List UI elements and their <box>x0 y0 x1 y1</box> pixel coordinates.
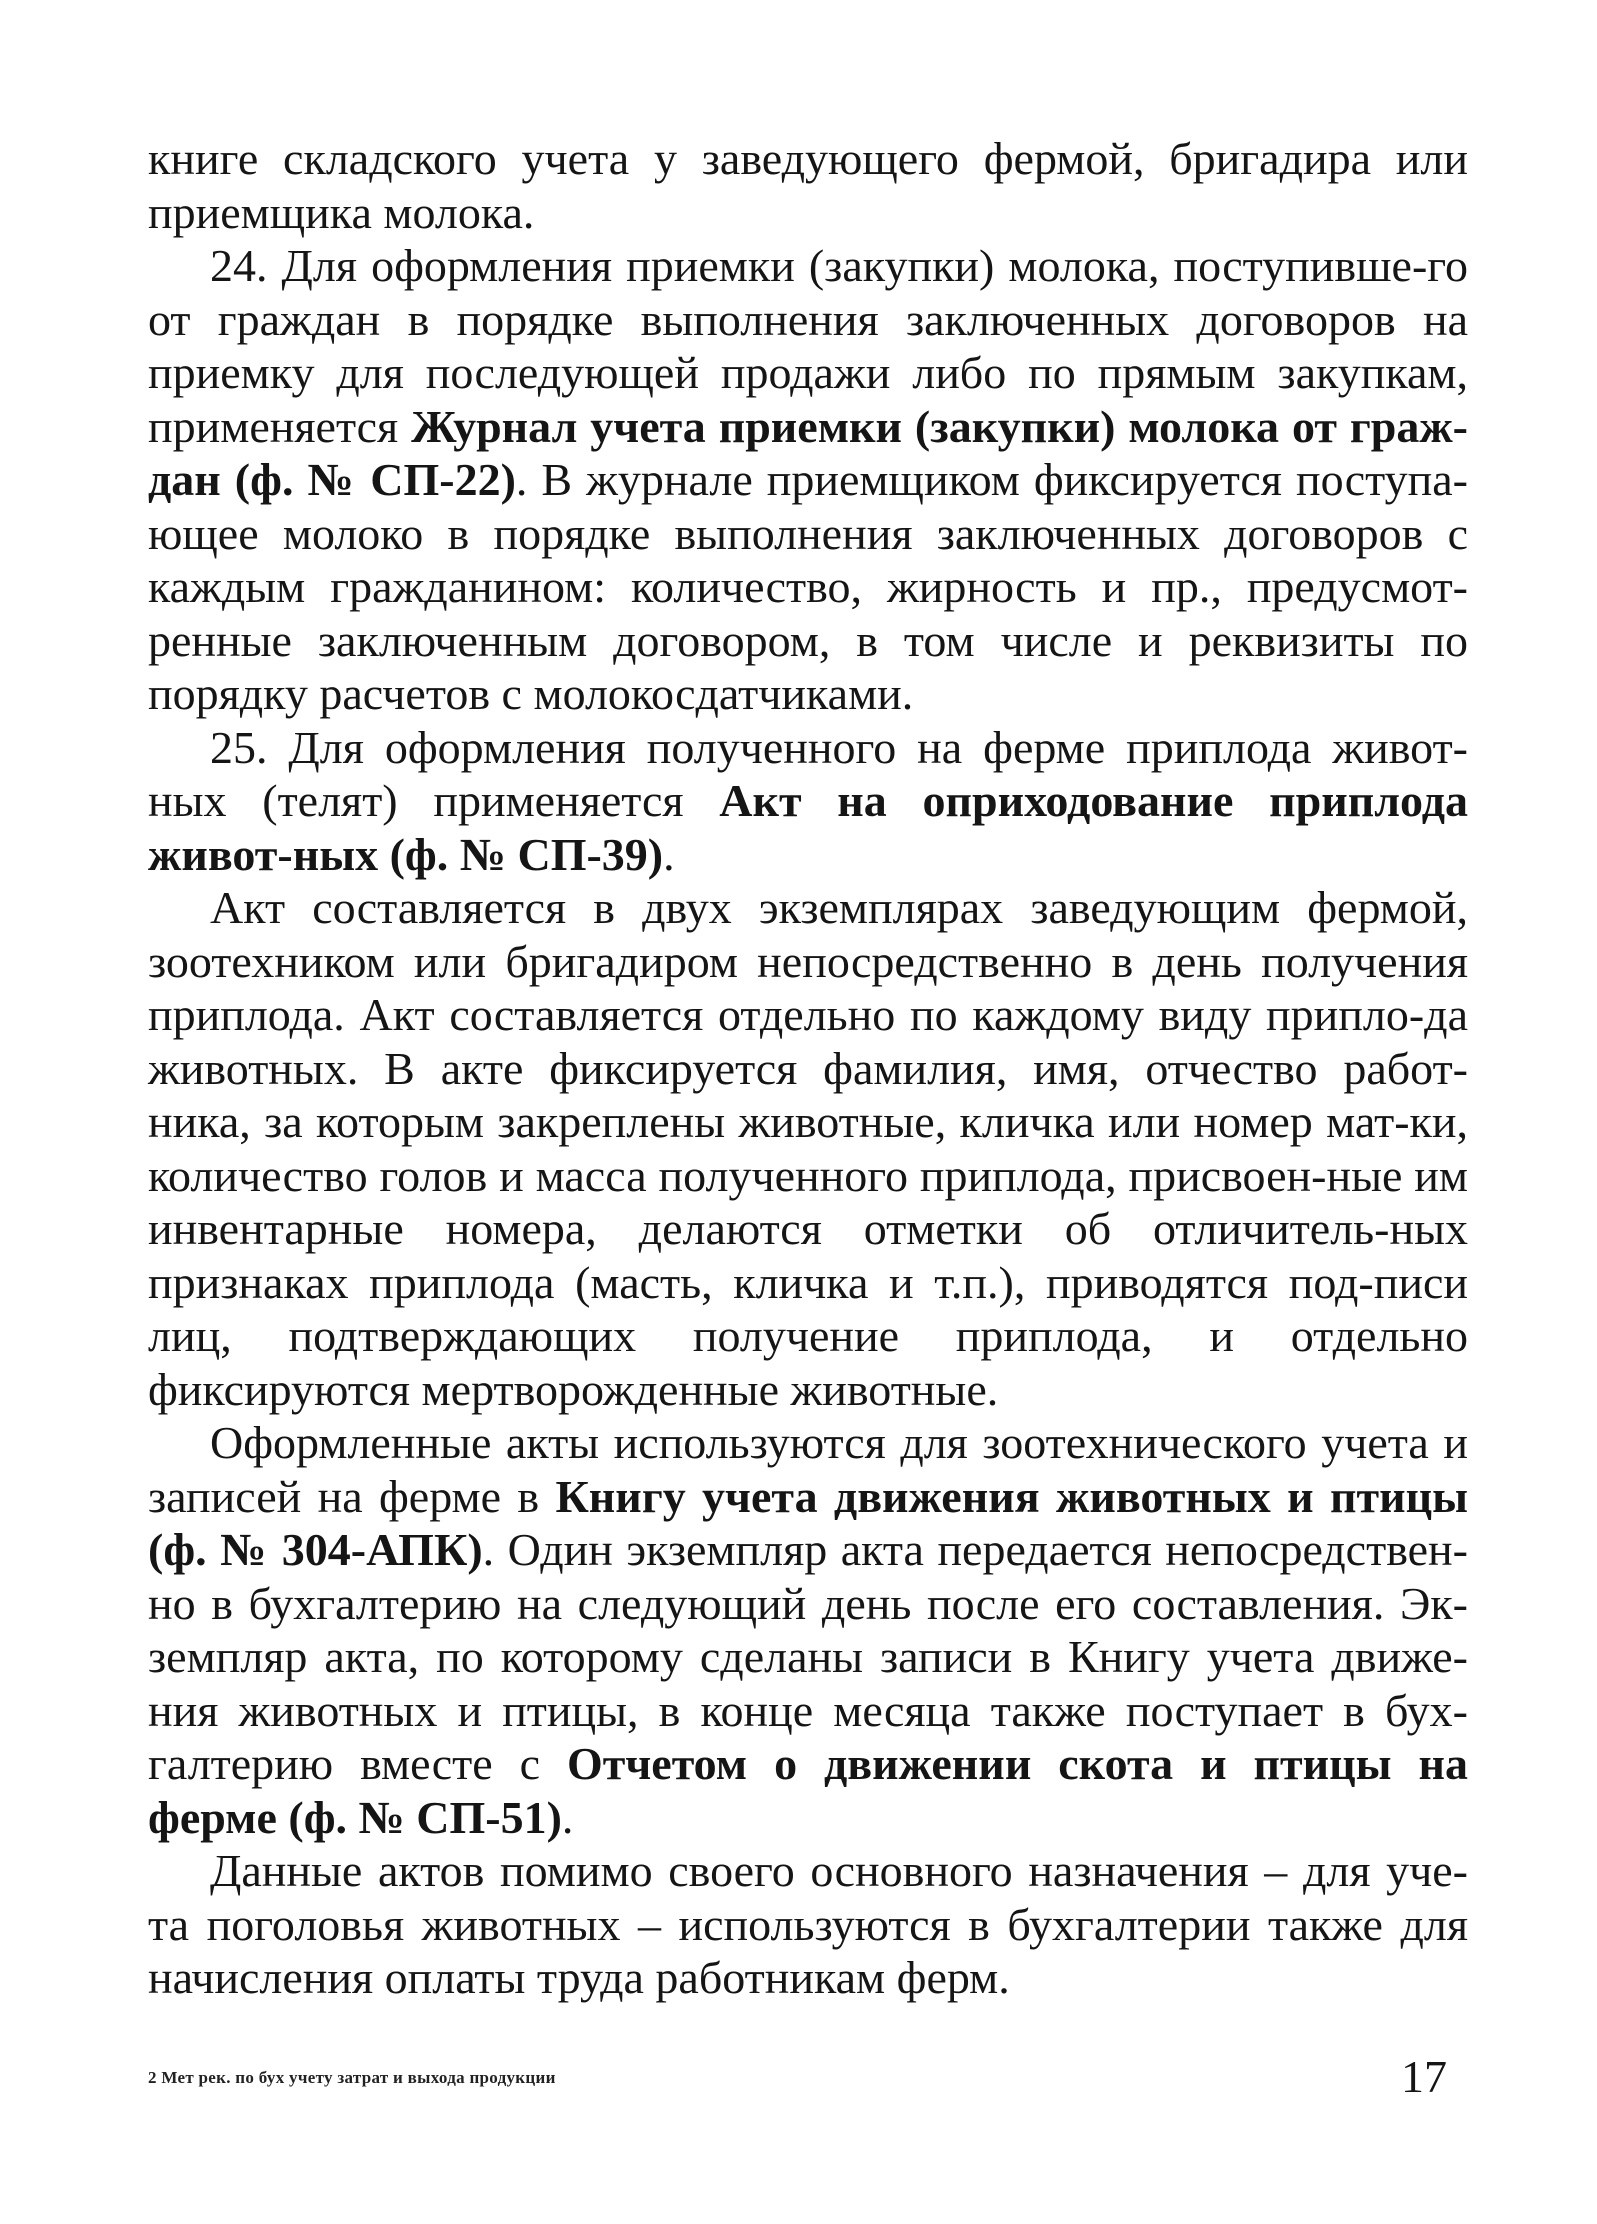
paragraph-text: . Один экземпляр акта передается непосредствен-но в бухгалтерию на следующий день после его составления. Эк-земпляр акта, по которому сделаны записи в Книгу учета движе-ния животных и птицы, в конце месяца также поступает в бух-галтерию вместе с <box>148 1524 1468 1789</box>
body-text <box>148 132 1468 2005</box>
paragraph-item-24 <box>148 239 1468 721</box>
form-title-sp39: Акт на оприходование приплода живот-ных (ф. № СП-39) <box>148 775 1469 880</box>
paragraph-text: Акт составляется в двух экземплярах заведующим фермой, зоотехником или бригадиром непосредственно в день получения приплода. Акт составляется отдельно по каждому виду припло-да животных. В акте фиксируется фамилия, имя, отчество работ-ника, за которым закреплены животные, кличка или номер мат-ки, количество голов и масса полученного приплода, присвоен-ные им инвентарные номера, делаются отметки об отличитель-ных признаках приплода (масть, кличка и т.п.), приводятся под-писи лиц, подтверждающих получение приплода, и отдельно фиксируются мертворожденные животные. <box>148 882 1468 1415</box>
form-title-sp22: Журнал учета приемки (закупки) молока от граж-дан (ф. № СП-22) <box>148 400 1468 505</box>
paragraph-act-usage <box>148 1416 1468 1844</box>
form-title-sp51: Отчетом о движении скота и птицы на ферме (ф. № СП-51) <box>148 1738 1468 1843</box>
paragraph-text: . <box>561 1791 574 1843</box>
paragraph-text: Данные актов помимо своего основного назначения – для уче-та поголовья животных – используются в бухгалтерии также для начисления оплаты труда работникам ферм. <box>148 1845 1468 2003</box>
footer-signature-note: 2 Мет рек. по бух учету затрат и выхода продукции <box>148 2068 556 2087</box>
paragraph-text: Оформленные акты используются для зоотехнического учета и записей на ферме в <box>148 1417 1468 1522</box>
paragraph-text: 24. Для оформления приемки (закупки) молока, поступивше-го от граждан в порядке выполнения заключенных договоров на приемку для последующей продажи либо по прямым закупкам, применяется <box>148 240 1468 452</box>
paragraph-text: 25. Для оформления полученного на ферме приплода живот-ных (телят) применяется <box>148 721 1468 826</box>
paragraph-act-description <box>148 881 1468 1416</box>
paragraph-text: книге складского учета у заведующего фермой, бригадира или приемщика молока. <box>148 133 1468 238</box>
paragraph-continuation <box>148 132 1468 239</box>
paragraph-text: . <box>663 828 675 880</box>
paragraph-item-25 <box>148 721 1468 882</box>
page-number: 17 <box>1401 2051 1447 2102</box>
form-title-304-apk: Книгу учета движения животных и птицы (ф. № 304-АПК) <box>148 1470 1468 1575</box>
paragraph-text: . В журнале приемщиком фиксируется поступа-ющее молоко в порядке выполнения заключенных договоров с каждым гражданином: количество, жирность и пр., предусмот-ренные заключенным договором, в том числе и реквизиты по порядку расчетов с молокосдатчиками. <box>148 454 1469 719</box>
paragraph-act-data <box>148 1844 1468 2005</box>
